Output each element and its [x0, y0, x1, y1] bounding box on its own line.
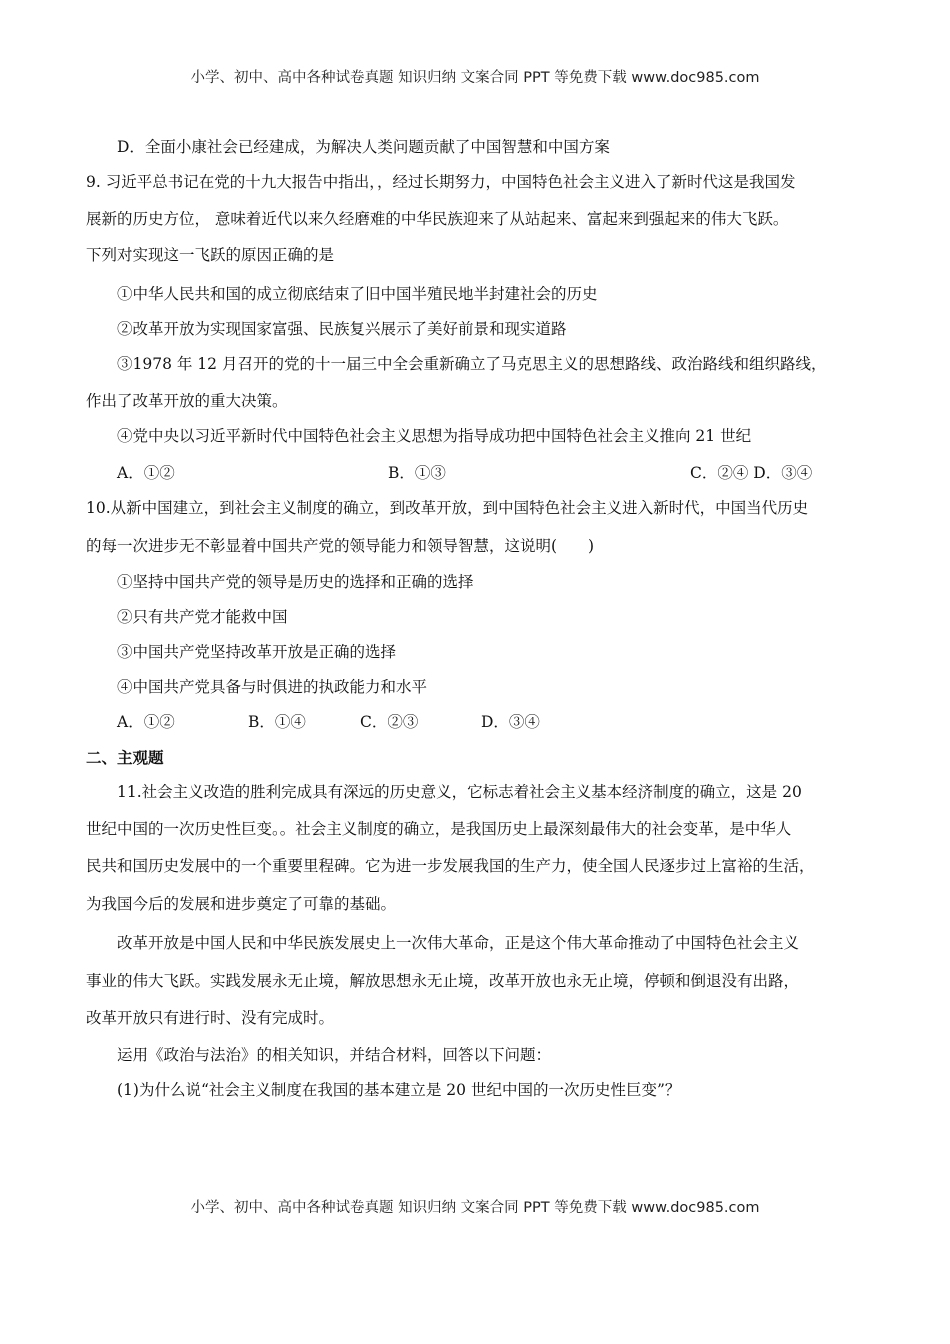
- q10-option-d[interactable]: D．③④: [481, 713, 540, 731]
- q10-statement-4: ④中国共产党具备与时俱进的执政能力和水平: [117, 678, 428, 696]
- section-heading-subjective: 二、主观题: [86, 749, 164, 767]
- q10-stem-line-2: 的每一次进步无不彰显着中国共产党的领导能力和领导智慧，这说明( ): [86, 537, 595, 555]
- q9-stem-line-1: 9. 习近平总书记在党的十九大报告中指出，，经过长期努力，中国特色社会主义进入了新时代这是我国发: [86, 173, 796, 191]
- q10-statement-2: ②只有共产党才能救中国: [117, 608, 288, 626]
- q11-para1-line-2: 世纪中国的一次历史性巨变。。社会主义制度的确立，是我国历史上最深刻最伟大的社会变革，是中华人: [86, 820, 792, 838]
- q10-stem-line-1: 10.从新中国建立，到社会主义制度的确立，到改革开放，到中国特色社会主义进入新时代，中国当代历史: [86, 499, 809, 517]
- q10-statement-1: ①坚持中国共产党的领导是历史的选择和正确的选择: [117, 573, 474, 591]
- q9-statement-1: ①中华人民共和国的成立彻底结束了旧中国半殖民地半封建社会的历史: [117, 285, 598, 303]
- q11-sub-question-1: (1)为什么说“社会主义制度在我国的基本建立是 20 世纪中国的一次历史性巨变”？: [117, 1081, 681, 1099]
- q9-statement-3-cont: 作出了改革开放的重大决策。: [86, 392, 288, 410]
- q9-option-a[interactable]: A．①②: [117, 464, 175, 482]
- q11-instruction: 运用《政治与法治》的相关知识，并结合材料，回答以下问题：: [117, 1046, 552, 1064]
- footer-watermark: 小学、初中、高中各种试卷真题 知识归纳 文案合同 PPT 等免费下载 www.doc985.com: [190, 1200, 760, 1216]
- q11-para2-line-2: 事业的伟大飞跃。实践发展永无止境，解放思想永无止境，改革开放也永无止境，停顿和倒退没有出路，: [86, 972, 800, 990]
- q10-option-c[interactable]: C．②③: [360, 713, 419, 731]
- q11-para2-line-3: 改革开放只有进行时、没有完成时。: [86, 1009, 335, 1027]
- q9-option-c-d[interactable]: C．②④ D．③④: [690, 464, 813, 482]
- q9-stem-line-3: 下列对实现这一飞跃的原因正确的是: [86, 246, 335, 264]
- q9-statement-4: ④党中央以习近平新时代中国特色社会主义思想为指导成功把中国特色社会主义推向 21 世纪: [117, 427, 752, 445]
- header-watermark: 小学、初中、高中各种试卷真题 知识归纳 文案合同 PPT 等免费下载 www.doc985.com: [190, 70, 760, 86]
- q10-option-b[interactable]: B．①④: [248, 713, 306, 731]
- q9-option-b[interactable]: B．①③: [388, 464, 446, 482]
- q9-statement-2: ②改革开放为实现国家富强、民族复兴展示了美好前景和现实道路: [117, 320, 567, 338]
- q11-para1-line-3: 民共和国历史发展中的一个重要里程碑。它为进一步发展我国的生产力，使全国人民逐步过上富裕的生活，: [86, 857, 815, 875]
- q11-para1-line-4: 为我国今后的发展和进步奠定了可靠的基础。: [86, 895, 397, 913]
- q11-para1-line-1: 11.社会主义改造的胜利完成具有深远的历史意义，它标志着社会主义基本经济制度的确立，这是 20: [117, 783, 802, 801]
- q10-statement-3: ③中国共产党坚持改革开放是正确的选择: [117, 643, 397, 661]
- q10-option-a[interactable]: A．①②: [117, 713, 175, 731]
- q11-para2-line-1: 改革开放是中国人民和中华民族发展史上一次伟大革命，正是这个伟大革命推动了中国特色社会主义: [117, 934, 800, 952]
- q9-stem-line-2: 展新的历史方位， 意味着近代以来久经磨难的中华民族迎来了从站起来、富起来到强起来的伟大飞跃。: [86, 210, 789, 228]
- q9-statement-3: ③1978 年 12 月召开的党的十一届三中全会重新确立了马克思主义的思想路线、政治路线和组织路线，: [117, 355, 827, 373]
- q8-option-d: D．全面小康社会已经建成，为解决人类问题贡献了中国智慧和中国方案: [117, 138, 610, 156]
